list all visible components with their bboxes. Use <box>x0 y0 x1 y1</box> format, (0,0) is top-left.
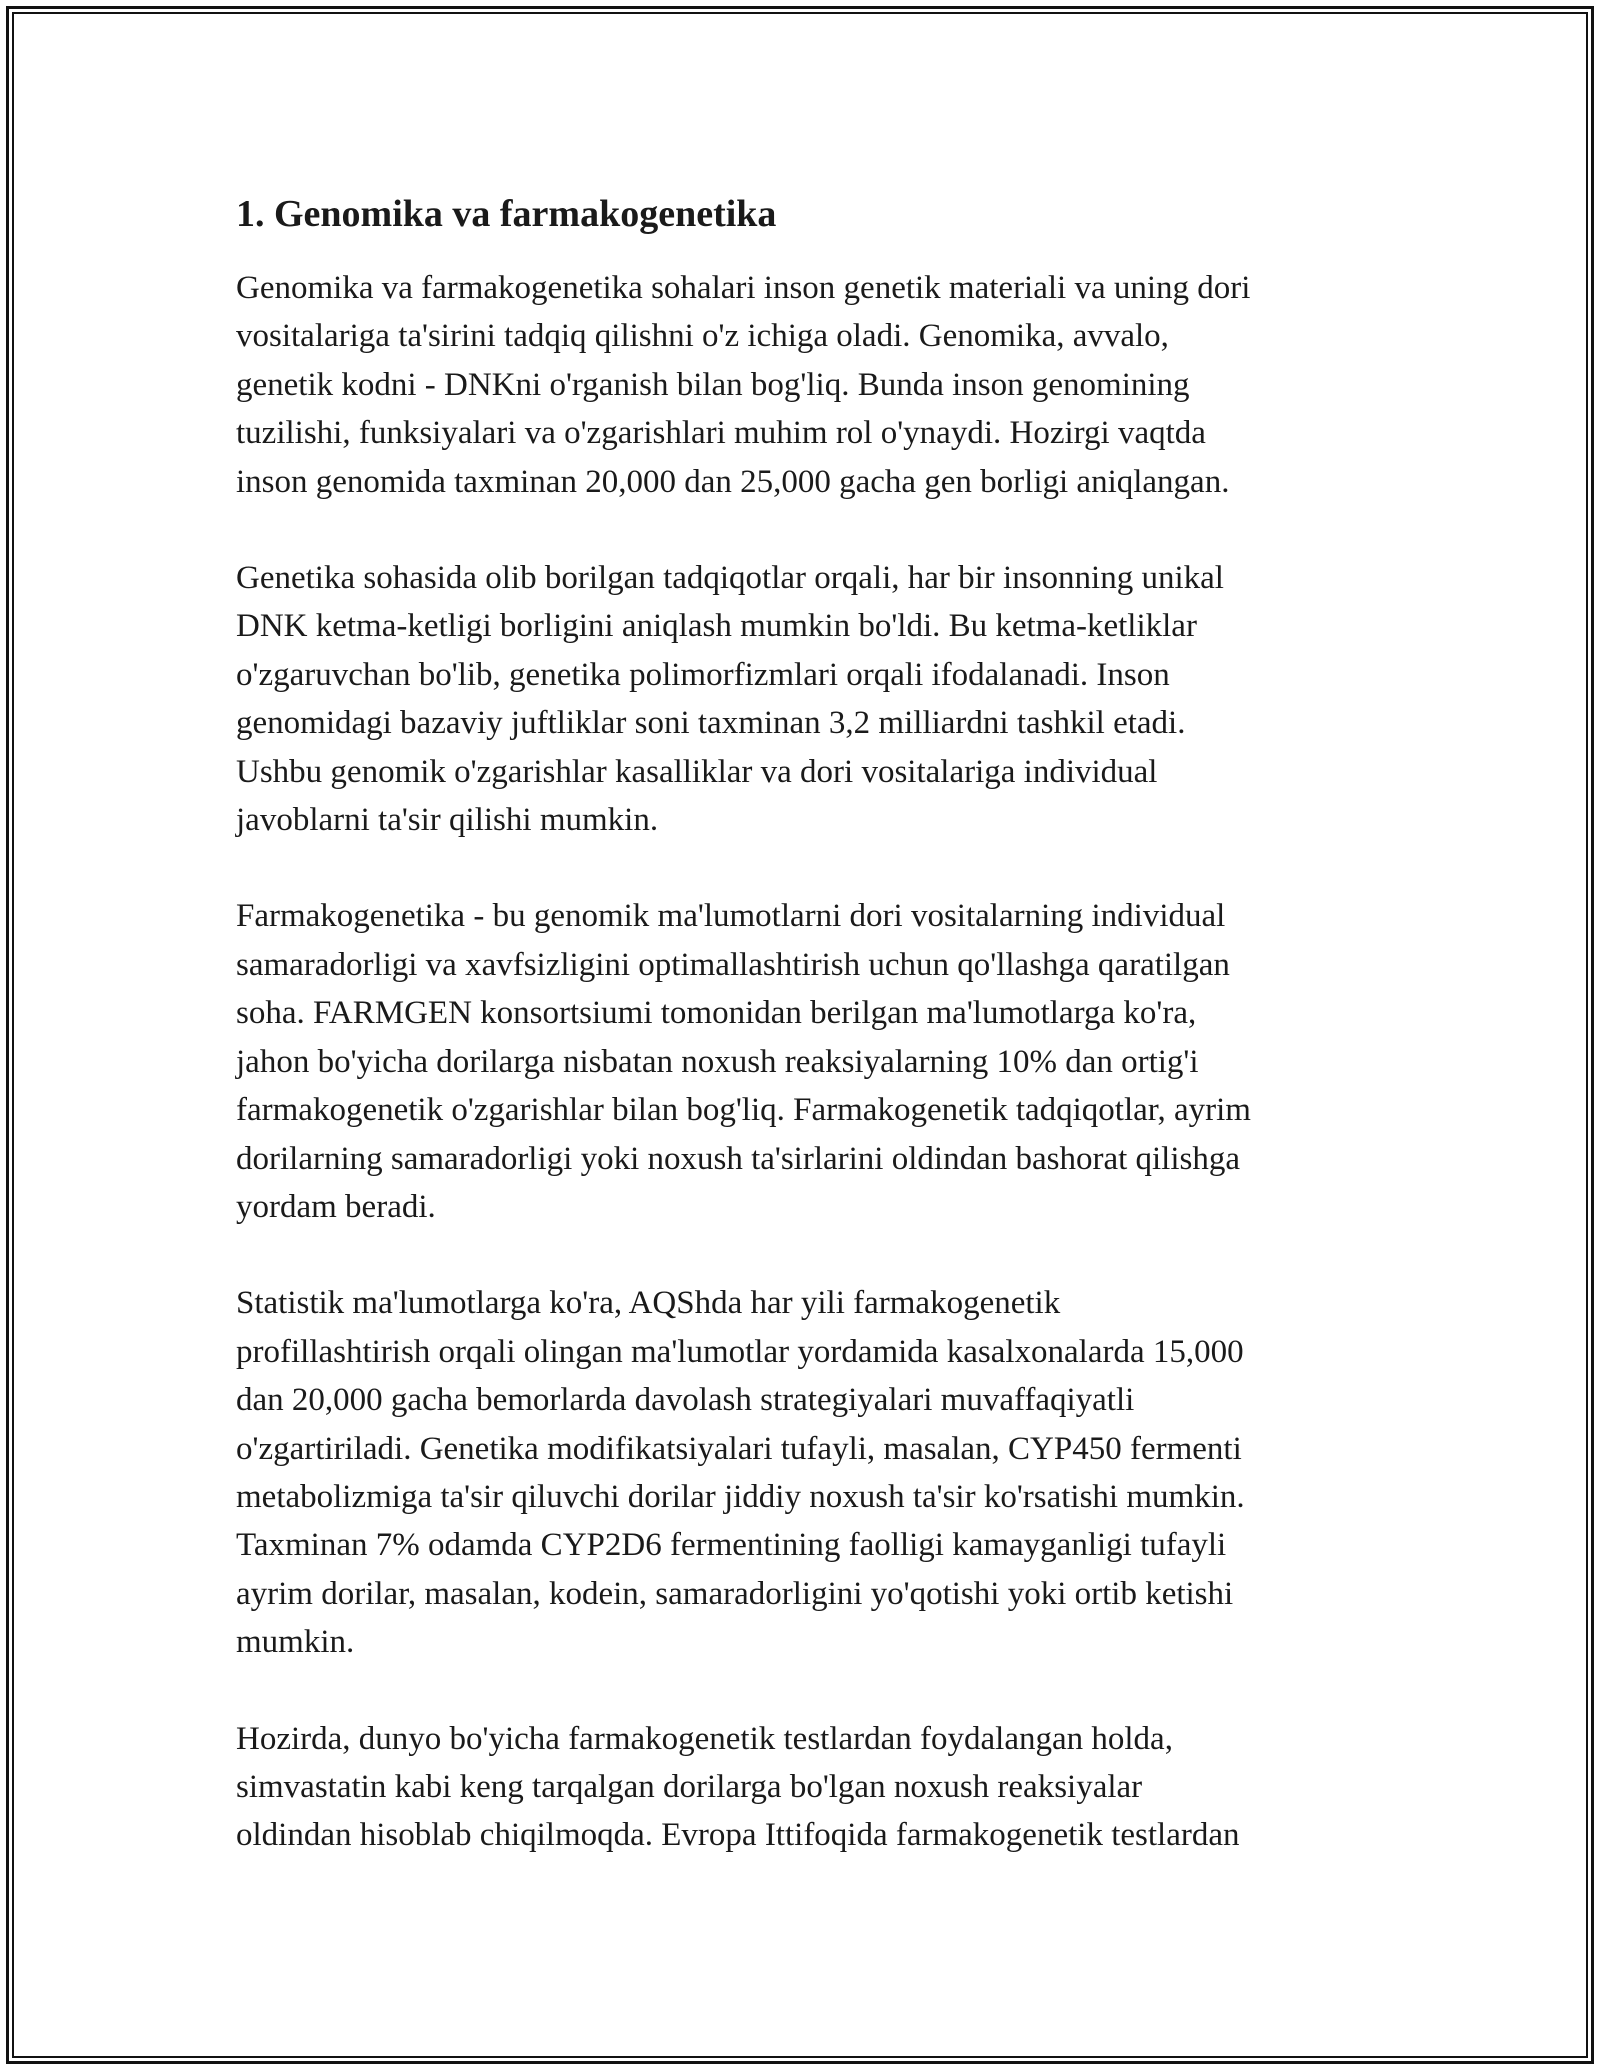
text-line: Genetika sohasida olib borilgan tadqiqotlar orqali, har bir insonning unikal <box>236 560 1224 597</box>
paragraph-genetic-research <box>236 554 1376 844</box>
document-body <box>236 190 1376 1908</box>
paragraph-current-testing <box>236 1715 1376 1860</box>
paragraph-statistics <box>236 1279 1376 1666</box>
text-line: DNK ketma-ketligi borligini aniqlash mumkin bo'ldi. Bu ketma-ketliklar <box>236 608 1197 645</box>
text-line: Hozirda, dunyo bo'yicha farmakogenetik testlardan foydalangan holda, <box>236 1720 1173 1757</box>
text-line: inson genomida taxminan 20,000 dan 25,000 gacha gen borligi aniqlangan. <box>236 463 1230 500</box>
text-line: dan 20,000 gacha bemorlarda davolash strategiyalari muvaffaqiyatli <box>236 1382 1135 1419</box>
paragraph-pharmacogenetics <box>236 892 1376 1231</box>
text-line: jahon bo'yicha dorilarga nisbatan noxush reaksiyalarning 10% dan ortig'i <box>236 1043 1199 1080</box>
text-line: genomidagi bazaviy juftliklar soni taxminan 3,2 milliardni tashkil etadi. <box>236 705 1186 742</box>
text-line: dorilarning samaradorligi yoki noxush ta'sirlarini oldindan bashorat qilishga <box>236 1140 1241 1177</box>
text-line: oldindan hisoblab chiqilmoqda. Evropa Ittifoqida farmakogenetik testlardan <box>236 1817 1240 1854</box>
text-line: samaradorligi va xavfsizligini optimallashtirish uchun qo'llashga qaratilgan <box>236 946 1230 983</box>
text-line: Genomika va farmakogenetika sohalari inson genetik materiali va uning dori <box>236 270 1251 306</box>
text-line: tuzilishi, funksiyalari va o'zgarishlari muhim rol o'ynaydi. Hozirgi vaqtda <box>236 415 1206 452</box>
text-line: farmakogenetik o'zgarishlar bilan bog'liq. Farmakogenetik tadqiqotlar, ayrim <box>236 1092 1251 1129</box>
section-heading: 1. Genomika va farmakogenetika <box>236 193 777 235</box>
text-line: simvastatin kabi keng tarqalgan dorilarga bo'lgan noxush reaksiyalar <box>236 1768 1143 1805</box>
text-line: o'zgartiriladi. Genetika modifikatsiyalari tufayli, masalan, CYP450 fermenti <box>236 1430 1242 1467</box>
text-line: Farmakogenetika - bu genomik ma'lumotlarni dori vositalarning individual <box>236 898 1226 935</box>
text-line: soha. FARMGEN konsortsiumi tomonidan berilgan ma'lumotlarga ko'ra, <box>236 995 1197 1032</box>
text-line: Statistik ma'lumotlarga ko'ra, AQShda har yili farmakogenetik <box>236 1285 1061 1322</box>
text-line: genetik kodni - DNKni o'rganish bilan bog'liq. Bunda inson genomining <box>236 366 1190 403</box>
text-line: Ushbu genomik o'zgarishlar kasalliklar va dori vositalariga individual <box>236 753 1158 790</box>
text-line: vositalariga ta'sirini tadqiq qilishni o'z ichiga oladi. Genomika, avvalo, <box>236 318 1169 355</box>
text-line: yordam beradi. <box>236 1188 436 1225</box>
text-line: profillashtirish orqali olingan ma'lumotlar yordamida kasalxonalarda 15,000 <box>236 1333 1244 1370</box>
text-line: o'zgaruvchan bo'lib, genetika polimorfizmlari orqali ifodalanadi. Inson <box>236 656 1170 693</box>
text-line: javoblarni ta'sir qilishi mumkin. <box>236 802 659 839</box>
paragraph-genomics-intro <box>236 264 1376 506</box>
text-line: mumkin. <box>236 1624 355 1661</box>
text-line: ayrim dorilar, masalan, kodein, samaradorligini yo'qotishi yoki ortib ketishi <box>236 1575 1234 1612</box>
text-line: metabolizmiga ta'sir qiluvchi dorilar jiddiy noxush ta'sir ko'rsatishi mumkin. <box>236 1478 1245 1515</box>
text-line: Taxminan 7% odamda CYP2D6 fermentining faolligi kamayganligi tufayli <box>236 1527 1227 1564</box>
